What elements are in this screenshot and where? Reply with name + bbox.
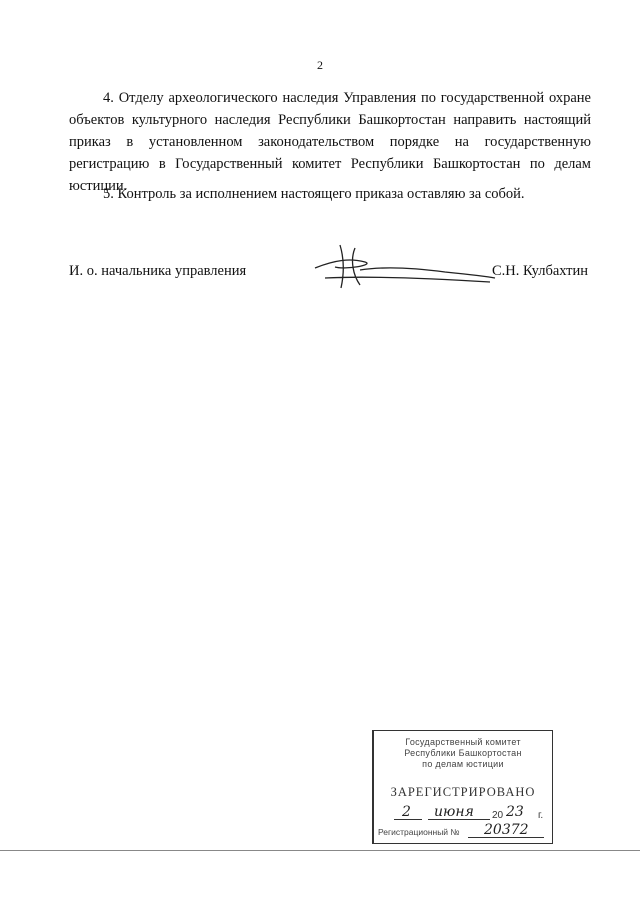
bottom-divider <box>0 850 640 851</box>
stamp-day: 2 <box>402 804 411 820</box>
paragraph-4: 4. Отделу археологического наследия Управления по государственной охране объектов культурного наследия Республики Башкортостан направить настоящий приказ в установленном законодательством порядке на государственную регистрацию в Государственный комитет Республики Башкортостан по делам юстиции. <box>69 90 591 194</box>
stamp-organization <box>374 737 552 770</box>
stamp-reg-label: Регистрационный № <box>378 827 460 837</box>
stamp-year-suffix: 23 <box>506 804 524 820</box>
stamp-reg-number: 20372 <box>484 822 529 838</box>
stamp-org-line: Государственный комитет <box>405 737 521 747</box>
page-number: 2 <box>317 58 323 72</box>
stamp-year-unit: г. <box>538 810 544 821</box>
handwritten-signature <box>305 240 515 295</box>
stamp-org-line: по делам юстиции <box>422 759 504 769</box>
stamp-year-prefix: 20 <box>492 810 504 821</box>
registration-stamp <box>372 730 553 844</box>
paragraph-5: 5. Контроль за исполнением настоящего приказа оставляю за собой. <box>103 186 525 202</box>
signatory-title: И. о. начальника управления <box>69 263 247 279</box>
stamp-org-line: Республики Башкортостан <box>404 748 522 758</box>
stamp-month: июня <box>434 804 474 820</box>
stamp-registered-label: ЗАРЕГИСТРИРОВАНО <box>390 785 536 799</box>
signatory-name: С.Н. Кулбахтин <box>492 263 589 279</box>
